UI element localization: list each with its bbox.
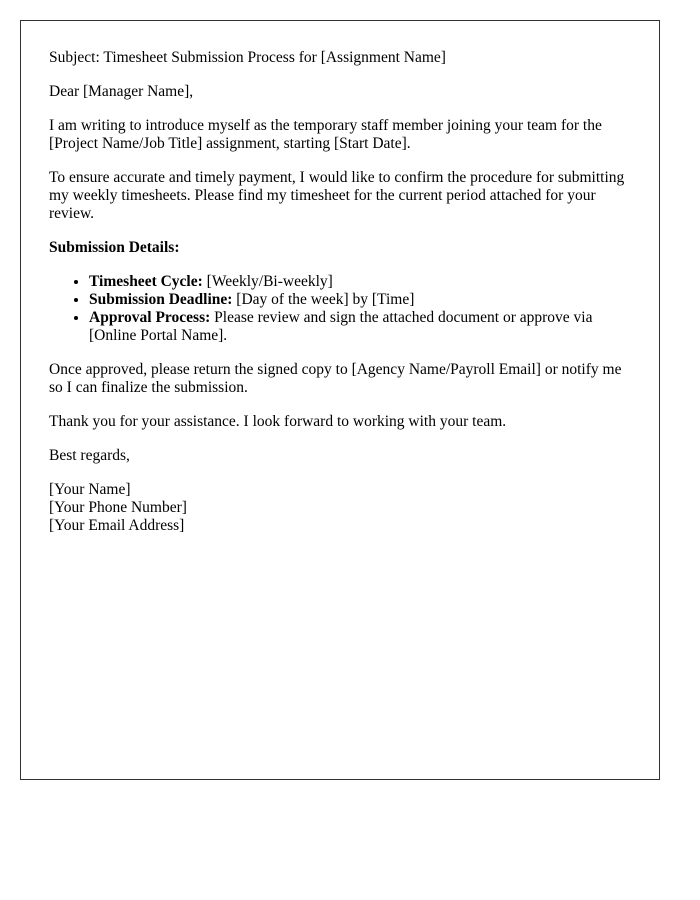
- signature-email: [Your Email Address]: [49, 517, 185, 534]
- letter-document: [20, 20, 660, 780]
- detail-label-cycle: Timesheet Cycle:: [89, 273, 203, 290]
- list-item: [89, 291, 631, 309]
- detail-value-approval: Please review and sign the attached document or approve via [Online Portal Name].: [89, 309, 593, 344]
- signature-name: [Your Name]: [49, 481, 131, 498]
- detail-value-deadline: [Day of the week] by [Time]: [232, 291, 415, 308]
- signature-phone: [Your Phone Number]: [49, 499, 187, 516]
- details-heading: Submission Details:: [49, 239, 180, 256]
- detail-label-deadline: Submission Deadline:: [89, 291, 233, 308]
- signature-block: [49, 481, 631, 535]
- list-item: [89, 309, 631, 345]
- detail-value-cycle: [Weekly/Bi-weekly]: [202, 273, 333, 290]
- thanks-paragraph: Thank you for your assistance. I look forward to working with your team.: [49, 413, 507, 430]
- purpose-paragraph: To ensure accurate and timely payment, I would like to confirm the procedure for submitting my weekly timesheets. Please find my timesheet for the current period attached for your review.: [49, 169, 625, 222]
- details-list: [49, 273, 631, 345]
- followup-paragraph: Once approved, please return the signed copy to [Agency Name/Payroll Email] or notify me so I can finalize the submission.: [49, 361, 622, 396]
- closing: Best regards,: [49, 447, 130, 464]
- intro-paragraph: I am writing to introduce myself as the temporary staff member joining your team for the [Project Name/Job Title] assignment, starting [Start Date].: [49, 117, 602, 152]
- subject-line: Subject: Timesheet Submission Process for [Assignment Name]: [49, 49, 446, 66]
- list-item: [89, 273, 631, 291]
- detail-label-approval: Approval Process:: [89, 309, 211, 326]
- greeting: Dear [Manager Name],: [49, 83, 194, 100]
